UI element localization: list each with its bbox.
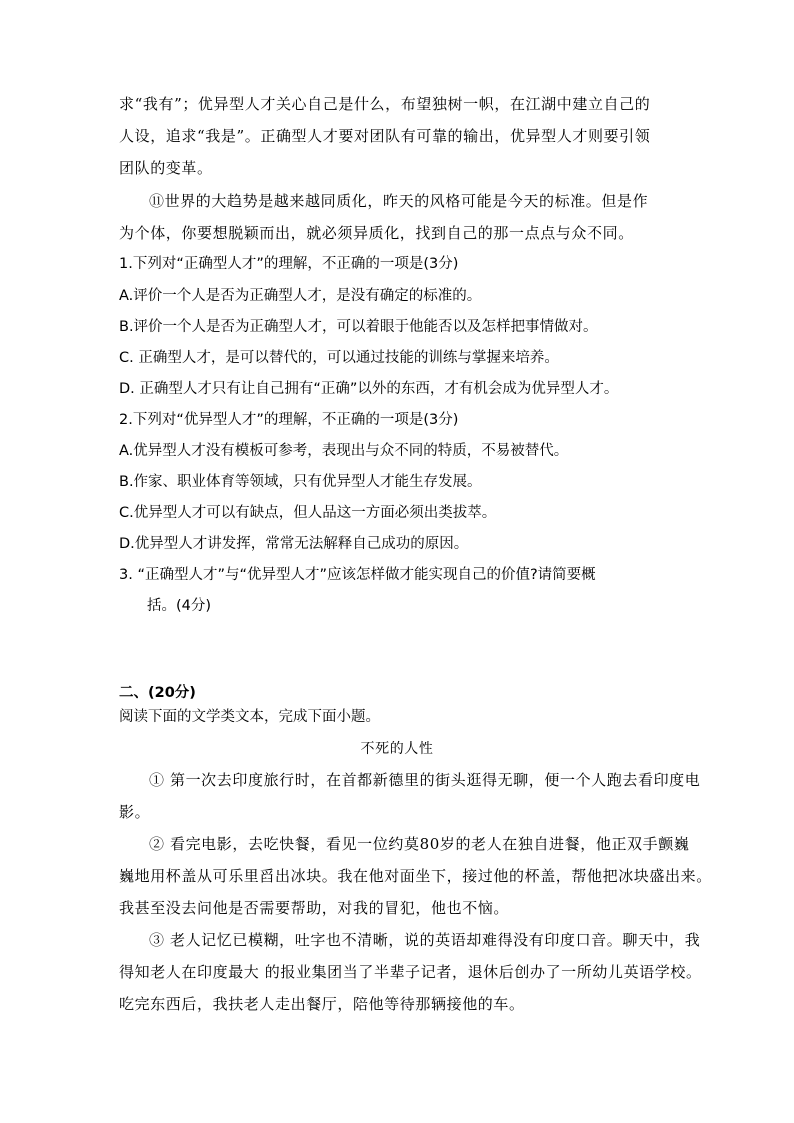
section-heading: 二、(20分) (119, 685, 196, 701)
question-1-option-c: C. 正确型人才，是可以替代的，可以通过技能的训练与掌握来培养。 (119, 350, 559, 366)
passage-line: 求“我有”；优异型人才关心自己是什么，布望独树一帜，在江湖中建立自己的 (119, 95, 651, 113)
question-2-option-c: C.优异型人才可以有缺点，但人品这一方面必须出类拔萃。 (119, 505, 497, 521)
paragraph-line: ③ 老人记忆已模糊，吐字也不清晰，说的英语却难得没有印度口音。聊天中，我 (149, 931, 701, 949)
passage-line: 团队的变革。 (119, 159, 213, 177)
section-instruction: 阅读下面的文学类文本，完成下面小题。 (119, 709, 380, 725)
paragraph-line: 影。 (119, 803, 151, 821)
question-1-stem: 1.下列对“正确型人才”的理解，不正确的一项是(3分) (119, 256, 459, 272)
question-1-option-d: D. 正确型人才只有让自己拥有“正确”以外的东西，才有机会成为优异型人才。 (119, 381, 619, 397)
paragraph-line: 得知老人在印度最大 的报业集团当了半辈子记者，退休后创办了一所幼儿英语学校。 (119, 963, 702, 981)
question-1-option-a: A.评价一个人是否为正确型人才，是没有确定的标准的。 (119, 288, 482, 304)
paragraph-line: ① 第一次去印度旅行时，在首都新德里的街头逛得无聊，便一个人跑去看印度电 (149, 771, 701, 789)
passage-line: 为个体，你要想脱颖而出，就必须异质化，找到自己的那一点点与众不同。 (119, 224, 634, 242)
passage-line: 人设，追求“我是”。正确型人才要对团队有可靠的输出，优异型人才则要引领 (119, 127, 651, 145)
question-2-option-b: B.作家、职业体育等领域，只有优异型人才能生存发展。 (119, 474, 482, 490)
question-3-stem: 3. “正确型人才”与“优异型人才”应该怎样做才能实现自己的价值?请简要概 (119, 567, 596, 583)
paragraph-number: ⑪ (149, 192, 165, 210)
question-2-option-d: D.优异型人才讲发挥，常常无法解释自己成功的原因。 (119, 536, 469, 552)
paragraph-line: 吃完东西后，我扶老人走出餐厅，陪他等待那辆接他的车。 (119, 995, 525, 1013)
question-1-option-b: B.评价一个人是否为正确型人才，可以着眼于他能否以及怎样把事情做对。 (119, 319, 598, 335)
passage-line: 世界的大趋势是越来越同质化，昨天的风格可能是今天的标准。但是作 (164, 192, 649, 210)
paragraph-line: 巍地用杯盖从可乐里舀出冰块。我在他对面坐下，接过他的杯盖，帮他把冰块盛出来。 (119, 867, 712, 885)
question-2-option-a: A.优异型人才没有模板可参考，表现出与众不同的特质，不易被替代。 (119, 443, 569, 459)
question-3-stem-continued: 括。(4分) (147, 598, 212, 614)
paragraph-line: ② 看完电影，去吃快餐，看见一位约莫80岁的老人在独自进餐，他正双手颤巍 (149, 835, 690, 853)
article-title: 不死的人性 (360, 741, 434, 757)
paragraph-11-first-line (149, 191, 648, 211)
paragraph-line: 我甚至没去问他是否需要帮助，对我的冒犯，他也不恼。 (119, 899, 510, 917)
question-2-stem: 2.下列对“优异型人才”的理解，不正确的一项是(3分) (119, 412, 459, 428)
